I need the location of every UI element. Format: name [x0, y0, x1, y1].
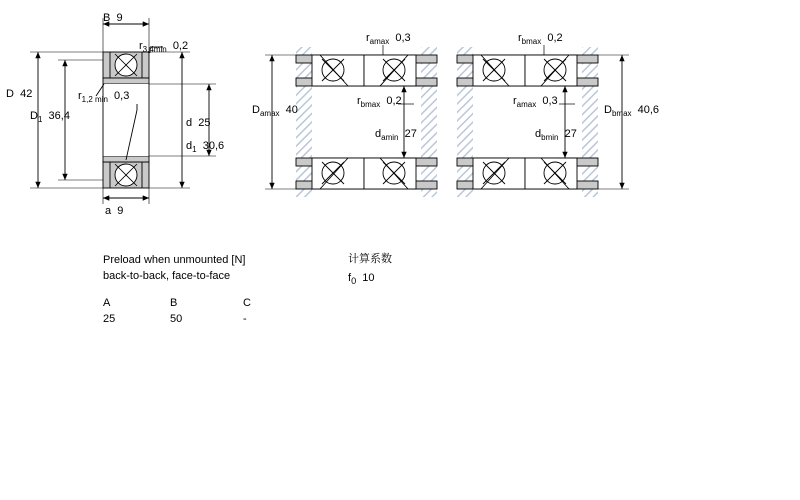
dim-label-D: D 42: [6, 88, 33, 100]
dim-label-dbmin: $d_{bmin}$ 27: [535, 128, 577, 143]
dim-label-rbmax-mid-left: $r_{bmax}$ 0,2: [357, 95, 402, 110]
dim-label-r34min: $r_{3,4min}$ 0,2: [139, 40, 189, 55]
preload-title: Preload when unmounted [N]: [103, 254, 246, 266]
dim-label-ramax-top-left: $r_{amax}$ 0,3: [366, 32, 411, 47]
preload-col-header-b: B: [170, 297, 178, 309]
dim-label-B: B 9: [103, 12, 123, 24]
preload-value-c: -: [243, 313, 247, 325]
calc-factor: $f_0$ 10: [348, 272, 375, 287]
dim-label-D1: $D_1$ 36,4: [30, 110, 70, 125]
dim-label-ramax-mid-right: $r_{amax}$ 0,3: [513, 95, 558, 110]
dim-label-Dbmax: $D_{bmax}$ 40,6: [604, 104, 660, 119]
dim-label-damin: $d_{amin}$ 27: [375, 128, 417, 143]
dim-label-Damax: $D_{amax}$ 40: [252, 104, 298, 119]
preload-col-header-a: A: [103, 297, 111, 309]
calc-title: 计算系数: [348, 253, 392, 265]
preload-col-header-c: C: [243, 297, 251, 309]
preload-value-a: 25: [103, 313, 116, 325]
preload-value-b: 50: [170, 313, 183, 325]
dim-label-r12min: $r_{1,2 min}$ 0,3: [78, 90, 130, 105]
dim-label-a: a 9: [105, 205, 124, 217]
dim-label-d1: $d_1$ 30,6: [186, 140, 225, 155]
dim-label-d: d 25: [186, 117, 211, 129]
dim-label-rbmax-top-right: $r_{bmax}$ 0,2: [518, 32, 563, 47]
preload-subtitle: back-to-back, face-to-face: [103, 270, 231, 282]
